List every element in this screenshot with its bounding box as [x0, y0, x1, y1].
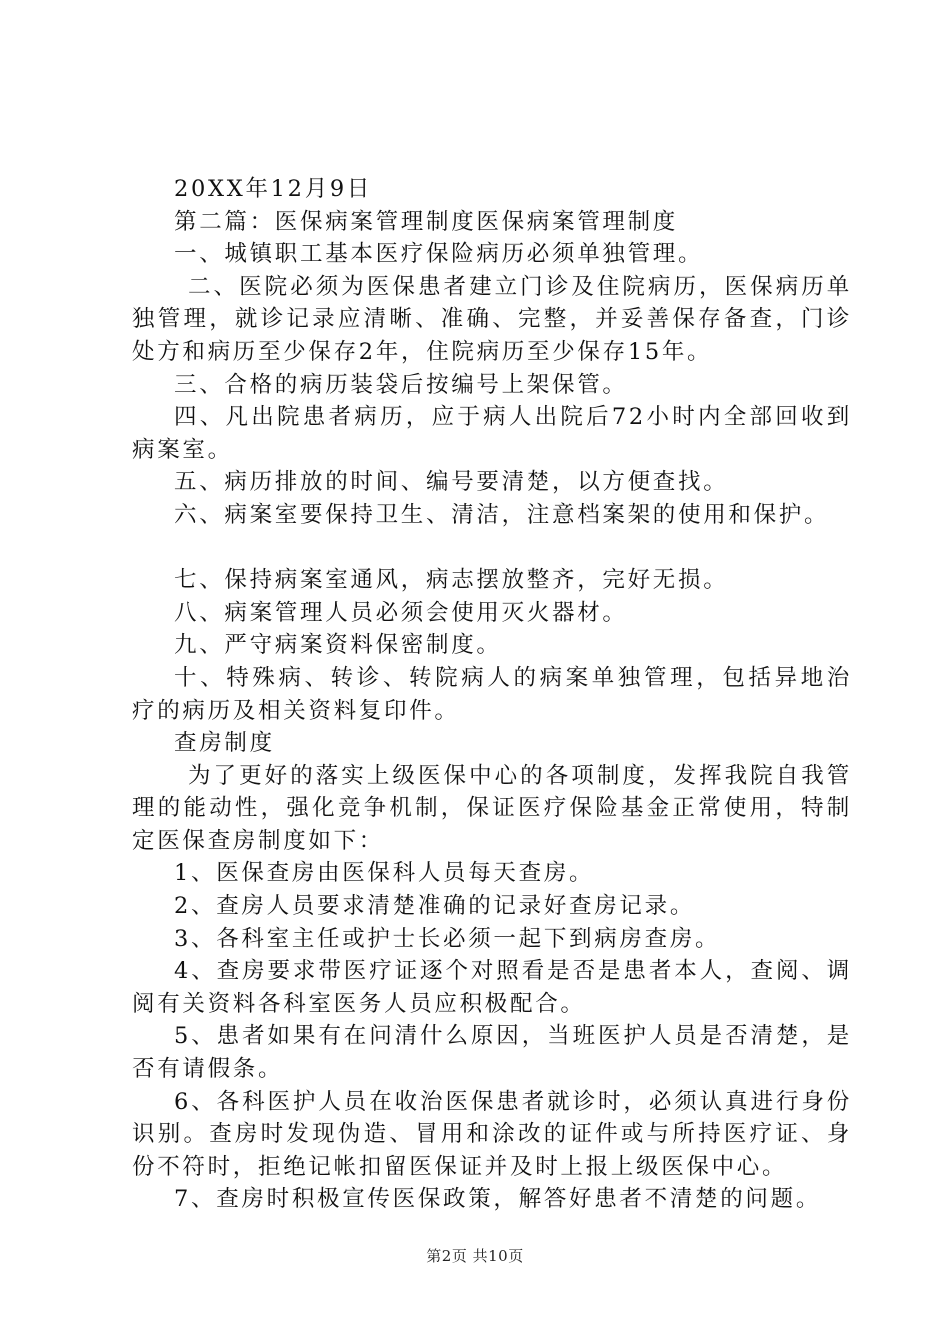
document-body [132, 173, 852, 1216]
ward-round-rule-1: 1、医保查房由医保科人员每天查房。 [174, 860, 595, 887]
ward-round-rule-5: 5、患者如果有在问清什么原因，当班医护人员是否清楚，是否有请假条。 [132, 1023, 852, 1083]
ward-round-rule-7: 7、查房时积极宣传医保政策，解答好患者不清楚的问题。 [174, 1186, 822, 1213]
ward-round-rule-3: 3、各科室主任或护士长必须一起下到病房查房。 [174, 925, 721, 952]
ward-round-rule-6: 6、各科医护人员在收治医保患者就诊时，必须认真进行身份识别。查房时发现伪造、冒用和涂改的证件或与所持医疗证、身份不符时，拒绝记帐扣留医保证并及时上报上级医保中心。 [132, 1088, 852, 1180]
ward-round-intro: 为了更好的落实上级医保中心的各项制度，发挥我院自我管理的能动性，强化竞争机制，保证医疗保险基金正常使用，特制定医保查房制度如下： [132, 762, 852, 854]
management-item-1: 一、城镇职工基本医疗保险病历必须单独管理。 [174, 241, 704, 268]
document-date: 20XX年12月9日 [174, 176, 373, 202]
management-item-3: 三、合格的病历装袋后按编号上架保管。 [174, 371, 628, 398]
management-item-10: 十、特殊病、转诊、转院病人的病案单独管理，包括异地治疗的病历及相关资料复印件。 [132, 664, 852, 724]
management-item-7: 七、保持病案室通风，病志摆放整齐，完好无损。 [174, 567, 729, 594]
management-item-2: 二、医院必须为医保患者建立门诊及住院病历，医保病历单独管理，就诊记录应清晰、准确、完整，并妥善保存备查，门诊处方和病历至少保存2年，住院病历至少保存15年。 [132, 273, 852, 365]
ward-round-rule-4: 4、查房要求带医疗证逐个对照看是否是患者本人，查阅、调阅有关资料各科室医务人员应积极配合。 [132, 958, 852, 1017]
page-number-footer: 第2页 共10页 [426, 1247, 524, 1265]
management-item-8: 八、病案管理人员必须会使用灭火器材。 [174, 599, 628, 626]
ward-round-title: 查房制度 [174, 730, 275, 757]
management-item-5: 五、病历排放的时间、编号要清楚，以方便查找。 [174, 469, 729, 496]
ward-round-rule-2: 2、查房人员要求清楚准确的记录好查房记录。 [174, 893, 696, 920]
section-title: 第二篇：医保病案管理制度医保病案管理制度 [174, 208, 679, 235]
management-item-6: 六、病案室要保持卫生、清洁，注意档案架的使用和保护。 [174, 501, 830, 528]
management-item-9: 九、严守病案资料保密制度。 [174, 632, 502, 659]
management-item-4: 四、凡出院患者病历，应于病人出院后72小时内全部回收到病案室。 [132, 404, 852, 463]
